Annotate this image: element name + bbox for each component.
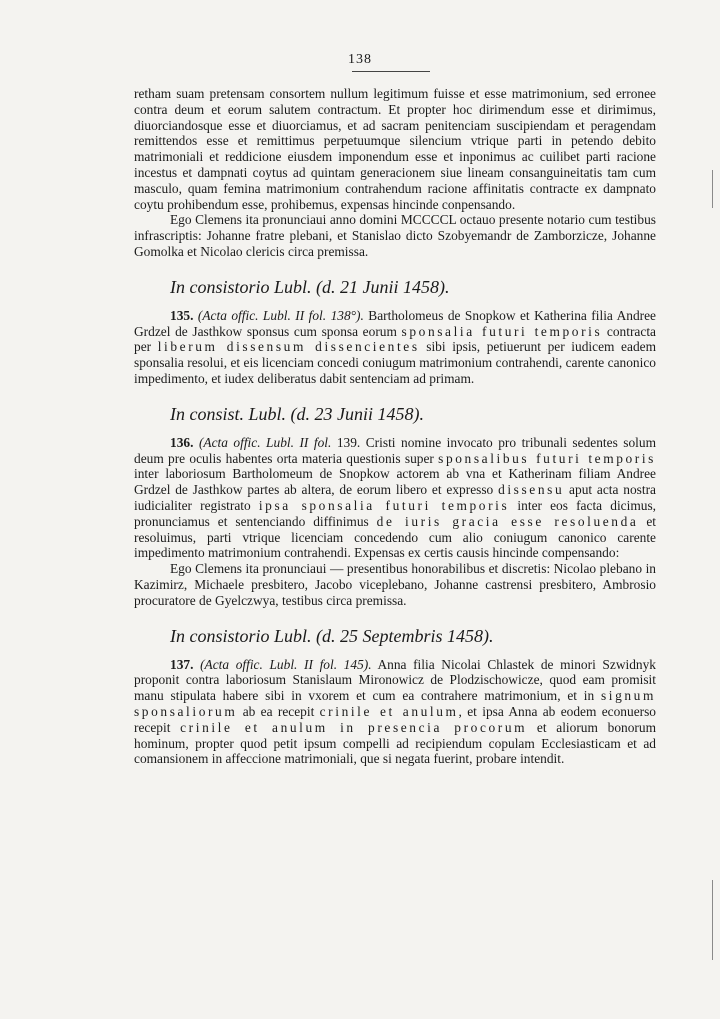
page-number: 138: [348, 52, 372, 67]
text-run: contracta per: [134, 323, 656, 355]
entry-number: 136.: [170, 434, 194, 450]
text-run: ab ea recepit: [237, 703, 320, 719]
source-citation: (Acta offic. Lubl. II fol.: [198, 434, 332, 450]
text-run: , et ipsa Anna ab eodem econuerso recepit: [134, 703, 656, 735]
source-citation: (Acta offic. Lubl. II fol. 138°).: [197, 307, 364, 323]
body-text: [134, 86, 656, 767]
spaced-text: signum sponsaliorum: [134, 688, 656, 719]
section-135-heading: In consistorio Lubl. (d. 21 Junii 1458).: [170, 276, 450, 297]
folio-number: 139.: [331, 434, 361, 450]
section-136-heading: In consist. Lubl. (d. 23 Junii 1458).: [170, 403, 424, 424]
text-run: inter laboriosum Bartholomeum de Snopkow actorem ab vna et Katherinam filiam Andree Grdzel de Jasthkow partes ab altera, de eorum libero et expresso: [134, 466, 656, 498]
text-run: aput acta nostra iudicialiter registrato: [134, 482, 656, 513]
section-136-paragraph: [134, 435, 656, 561]
section-135-paragraph: [134, 308, 656, 387]
page-number-rule: [352, 71, 430, 72]
spaced-text: de iuris gracia esse resoluenda: [376, 513, 639, 529]
scan-edge-mark: [712, 170, 713, 208]
text-run: Bartholomeus de Snopkow et Katherina filia Andree Grdzel de Jasthkow sponsus cum sponsa eorum: [134, 307, 656, 339]
intro-paragraph: retham suam pretensam consortem nullum legitimum fuisse et esse matrimonium, sed erronee contra deum et eorum salutem contractum. Et propter hoc dirimendum esse et dirimimus, diuorciandosque esse et diuorciamus, et ad sacram penitenciam suscipiendam et peragendam remittendos esse et remittimus perpetuumque silencium vtrique parti in petendo debito matrimoniali et reddicione eiusdem imponendum esse et inponimus ac cuilibet parti racione incestus et dampnati coytus ad quintam generacionem siue lineam consanguineitatis tam cum masculo, quam femina matrimonium contrahendum racione affinitatis contracte ex dampnato coytu prohibendum esse, prohibemus, expensas hincinde conpensando.: [134, 86, 656, 212]
spaced-text: crinile et anulum in presencia procorum: [180, 719, 528, 735]
text-run: Anna filia Nicolai Chlastek de minori Szwidnyk proponit contra laboriosum Stanislaum Mironowicz de Plodzischowicze, quod eam promisit manu stipulata habere sibi in vxorem et cum ea contrahere matrimonium, et in: [134, 656, 656, 704]
text-run: et resoluimus, parti vtrique licenciam concedendo cum alio coniugum canonico carente impedimento matrimonium contrahendi. Expensas ex certis causis hincinde compensando:: [134, 513, 657, 561]
spaced-text: sponsalibus futuri temporis: [438, 450, 656, 466]
text-run: Cristi nomine invocato pro tribunali sedentes solum deum pre oculis habentes orta materia questionis super: [134, 434, 657, 466]
text-run: et aliorum bonorum hominum, propter quod petit ipsum compelli ad recipiendum copulam Ecclesiasticam et ad comansionem in affeccione matrimoniali, que si negata fuerint, probare intendit.: [134, 719, 656, 767]
entry-number: 137.: [170, 656, 194, 672]
section-137-heading: In consistorio Lubl. (d. 25 Septembris 1458).: [170, 625, 494, 646]
spaced-text: ipsa sponsalia futuri temporis: [258, 497, 510, 513]
spaced-text: crinile et anulum: [319, 703, 459, 719]
section-137-paragraph: [134, 657, 656, 768]
text-run: sibi ipsis, petiuerunt per iudicem eadem sponsalia resolui, et eis licenciam concedi coniugum matrimonium contrahendi, carente canonico impedimento, et iudex deliberatus dabit sentenciam ad primam.: [134, 339, 656, 386]
section-136-clemens-paragraph: Ego Clemens ita pronunciaui — presentibus honorabilibus et discretis: Nicolao plebano in Kazimirz, Michaele presbitero, Jacobo viceplebano, Johanne castrensi presbitero, Ambrosio procuratore de Gyelczwya, testibus circa premissa.: [134, 561, 656, 608]
spaced-text: dissensu: [498, 482, 565, 498]
intro-clemens-paragraph: Ego Clemens ita pronunciaui anno domini MCCCCL octauo presente notario cum testibus infrascriptis: Johanne fratre plebani, et Stanislao dicto Szobyemandr de Zamborzicze, Johanne Gomolka et Nicolao clericis circa premissa.: [134, 212, 656, 259]
spaced-text: sponsalia futuri temporis: [401, 323, 603, 339]
entry-number: 135.: [170, 307, 194, 323]
scan-edge-mark: [712, 880, 713, 960]
source-citation: (Acta offic. Lubl. II fol. 145).: [200, 656, 372, 672]
spaced-text: liberum dissensum dissencientes: [157, 339, 420, 355]
text-run: inter eos facta dicimus, pronunciamus et sentenciando diffinimus: [134, 497, 657, 529]
